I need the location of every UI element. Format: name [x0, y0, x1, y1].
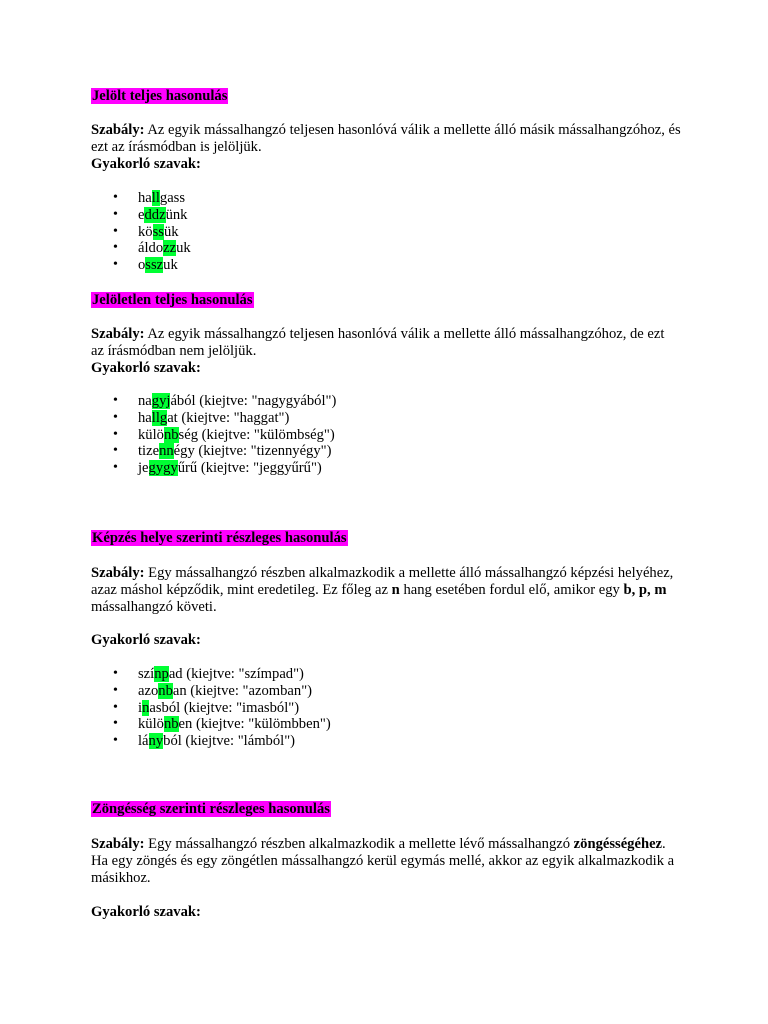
section-3-heading	[91, 529, 348, 547]
section-4-rule: Szabály: Egy mássalhangzó részben alkalmazkodik a mellette lévő mássalhangzó zöngésségéhez. Ha egy zöngés és egy zöngétlen mássalhangzó kerül egymás mellé, akkor az egyik alkalmazkodik a másikhoz.	[91, 836, 675, 886]
section-1-title: Jelölt teljes hasonulás	[92, 88, 228, 104]
list-item: • hallgass	[113, 190, 186, 206]
rule-label: Szabály:	[91, 565, 145, 581]
list-item: • lányból (kiejtve: "lámból")	[113, 733, 296, 750]
list-item: • eddzünk	[113, 206, 188, 223]
section-1-word-list	[91, 190, 191, 274]
list-item: • színpad (kiejtve: "szímpad")	[113, 666, 304, 682]
rule-label: Szabály:	[91, 326, 145, 342]
list-item: • tizennégy (kiejtve: "tizennyégy")	[113, 443, 332, 460]
list-item: • különbség (kiejtve: "külömbség")	[113, 426, 335, 443]
section-1-practice-label: Gyakorló szavak:	[91, 156, 201, 172]
section-2-rule	[91, 326, 681, 360]
section-2-practice-label: Gyakorló szavak:	[91, 360, 201, 376]
rule-text: Az egyik mássalhangzó teljesen hasonlóvá válik a mellette álló mássalhangzóhoz, de ezt az írásmódban nem jelöljük.	[91, 326, 665, 359]
list-item: • hallgat (kiejtve: "haggat")	[113, 409, 290, 426]
list-item: • áldozzuk	[113, 240, 191, 257]
list-item: • osszuk	[113, 257, 178, 274]
section-4-practice-label: Gyakorló szavak:	[91, 904, 201, 920]
list-item: • azonban (kiejtve: "azomban")	[113, 682, 313, 699]
section-1-rule	[91, 122, 681, 156]
section-3-title: Képzés helye szerinti részleges hasonulás	[92, 530, 347, 546]
section-4-title: Zöngésség szerinti részleges hasonulás	[92, 801, 330, 817]
section-3-rule: Szabály: Egy mássalhangzó részben alkalmazkodik a mellette álló mássalhangzó képzési helyéhez, azaz máshol képződik, mint eredetileg. Ez főleg az n hang esetében fordul elő, amikor egy b, p, m mássalhangzó követi.	[91, 565, 674, 615]
section-2-word-list	[91, 393, 336, 477]
section-2-heading	[91, 291, 254, 309]
list-item: • kössük	[113, 223, 179, 240]
section-1-heading	[91, 87, 228, 105]
section-2-title: Jelöletlen teljes hasonulás	[92, 292, 253, 308]
rule-text: Az egyik mássalhangzó teljesen hasonlóvá válik a mellette álló másik mássalhangzóhoz, és ezt az írásmódban is jelöljük.	[91, 122, 681, 155]
rule-label: Szabály:	[91, 836, 145, 852]
section-3-practice-label: Gyakorló szavak:	[91, 632, 201, 648]
list-item: • inasból (kiejtve: "imasból")	[113, 699, 300, 716]
section-4-heading	[91, 800, 331, 818]
list-item: • nagyjából (kiejtve: "nagygyából")	[113, 393, 337, 409]
list-item: • jegygyűrű (kiejtve: "jeggyűrű")	[113, 460, 322, 477]
list-item: • különben (kiejtve: "külömbben")	[113, 716, 331, 733]
rule-label: Szabály:	[91, 122, 145, 138]
section-3-word-list	[91, 666, 331, 750]
